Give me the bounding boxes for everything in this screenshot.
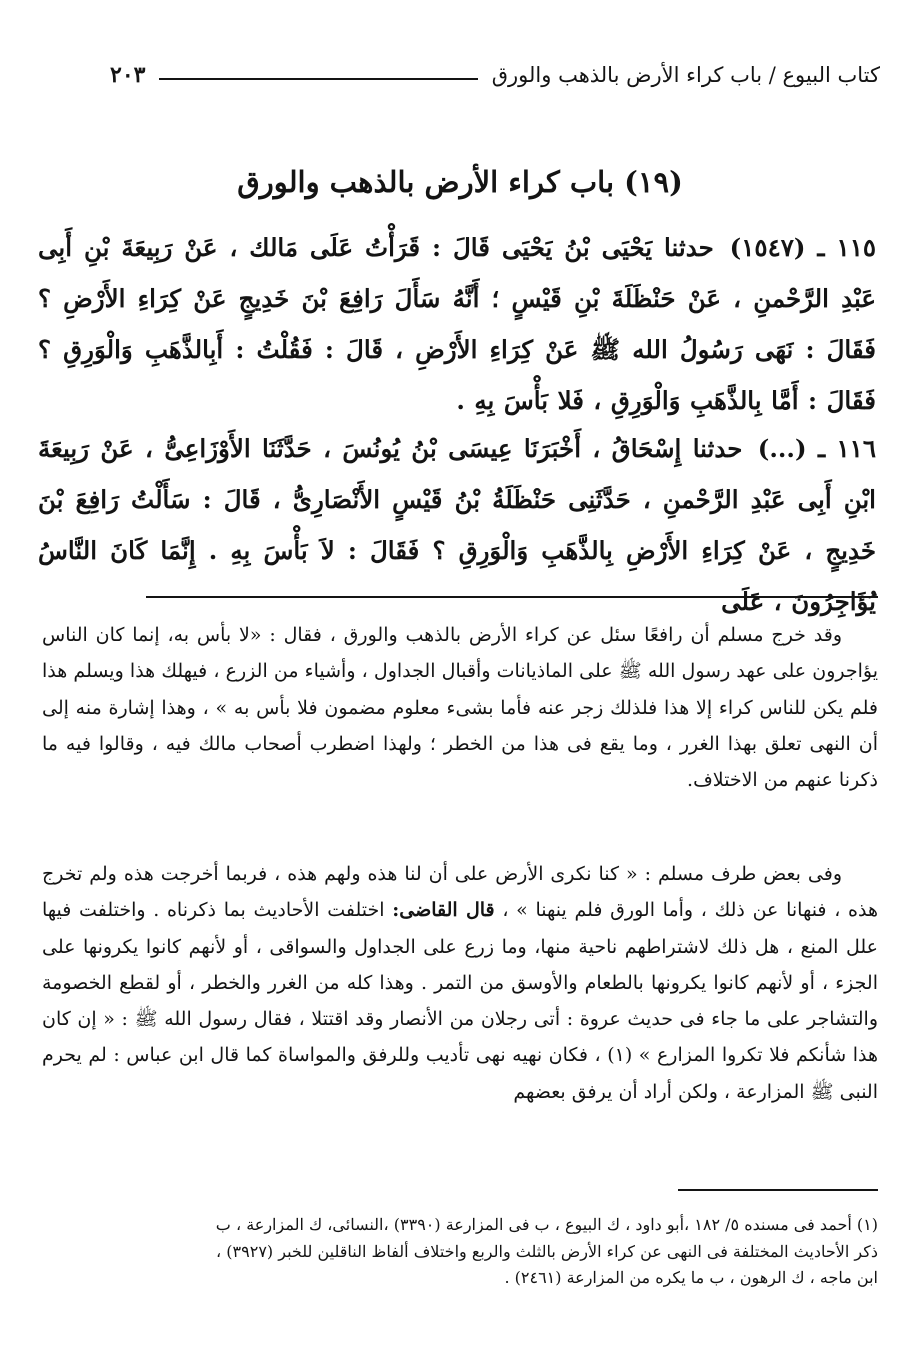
hadith-115 bbox=[38, 222, 876, 426]
hadith-text: حدثنا إِسْحَاقُ ، أَخْبَرَنَا عِيسَى بْنُ يُونُسَ ، حَدَّثَنَا الأَوْزَاعِىُّ ، عَنْ رَبِيعَةَ ابْنِ أَبِى عَبْدِ الرَّحْمنِ ، حَدَّثَنِى حَنْظَلَةُ بْنُ قَيْسٍ الأَنْصَارِىُّ ، قَالَ : سَأَلْتُ رَافِعَ بْنَ خَدِيجٍ ، عَنْ كِرَاءِ الأَرْضِ بِالذَّهَبِ وَالْوَرِقِ ؟ فَقَالَ : لاَ بَأْسَ بِهِ . إِنَّمَا كَانَ النَّاسُ يُؤَاجِرُونَ ، عَلَى bbox=[38, 434, 876, 616]
chapter-title: (١٩) باب كراء الأرض بالذهب والورق bbox=[237, 165, 683, 199]
header-rule bbox=[159, 78, 477, 80]
text-commentary-divider bbox=[146, 596, 878, 598]
running-header bbox=[110, 58, 880, 92]
footnote-line: ابن ماجه ، ك الرهون ، ب ما يكره من المزارعة (٢٤٦١) . bbox=[504, 1268, 878, 1287]
page-number: ٢٠٣ bbox=[110, 62, 146, 88]
commentary-paragraph bbox=[42, 856, 878, 1110]
qadi-label: قال القاضى: bbox=[392, 899, 495, 922]
footnote-divider bbox=[678, 1189, 878, 1191]
commentary-text: وفى بعض طرف مسلم : « كنا نكرى الأرض على أن لنا هذه ولهم هذه ، فربما أخرجت هذه ولم تخرج هذه ، فنهانا عن ذلك ، وأما الورق فلم ينهنا » ، bbox=[42, 863, 878, 922]
hadith-number: ١١٥ ـ (١٥٤٧) bbox=[729, 233, 877, 262]
footnote bbox=[44, 1212, 878, 1292]
running-title: كتاب البيوع / باب كراء الأرض بالذهب والورق bbox=[491, 63, 880, 87]
hadith-text: حدثنا يَحْيَى بْنُ يَحْيَى قَالَ : قَرَأْتُ عَلَى مَالك ، عَنْ رَبِيعَةَ بْنِ أَبِى عَبْدِ الرَّحْمنِ ، عَنْ حَنْظَلَةَ بْنِ قَيْسٍ ؛ أَنَّهُ سَأَلَ رَافِعَ بْنَ خَدِيجٍ عَنْ كِرَاءِ الأَرْضِ ؟ فَقَالَ : نَهَى رَسُولُ الله ﷺ عَنْ كِرَاءِ الأَرْضِ ، قَالَ : فَقُلْتُ : أَبِالذَّهَبِ وَالْوَرِقِ ؟ فَقَالَ : أَمَّا بِالذَّهَبِ وَالْوَرِقِ ، فَلا بَأْسَ بِهِ . bbox=[38, 233, 876, 415]
commentary-text: اختلفت الأحاديث بما ذكرناه . واختلفت فيها علل المنع ، هل ذلك لاشتراطهم ناحية منها، وما زرع على الجداول والسواقى ، أو لأنهم كانوا يكرونها على الجزء ، أو لأنهم كانوا يكرونها بالطعام والأوسق من التمر . وهذا كله من الغرر والخطر ، أو لقطع الخصومة والتشاجر على ما جاء فى حديث عروة : أتى رجلان من الأنصار وقد اقتتلا ، فقال رسول الله ﷺ : « إن كان هذا شأنكم فلا تكروا المزارع » (١) ، فكان نهيه نهى تأديب وللرفق والمواساة كما قال ابن عباس : لم يحرم النبى ﷺ المزارعة ، ولكن أراد أن يرفق بعضهم bbox=[42, 899, 878, 1103]
footnote-line: ذكر الأحاديث المختلفة فى النهى عن كراء الأرض بالثلث والربع واختلاف ألفاظ الناقلين للخبر (٣٩٢٧) ، bbox=[216, 1241, 878, 1261]
footnote-line: (١) أحمد فى مسنده ٥/ ١٨٢ ،أبو داود ، ك البيوع ، ب فى المزارعة (٣٣٩٠) ،النسائى، ك المزارعة ، ب bbox=[215, 1215, 878, 1234]
commentary-paragraph: وقد خرج مسلم أن رافعًا سئل عن كراء الأرض بالذهب والورق ، فقال : «لا بأس به، إنما كان الناس يؤاجرون على عهد رسول الله ﷺ على الماذيانات وأقبال الجداول ، وأشياء من الزرع ، فيهلك هذا ويسلم هذا فلم يكن للناس كراء إلا هذا فلذلك زجر عنه فأما بشىء معلوم مضمون فلا بأس به » ، وهذا إشارة منه إلى أن النهى تعلق بهذا الغرر ، وما يقع فى هذا من الخطر ؛ ولهذا اضطرب أصحاب مالك فيه ، وقالوا فيه ما ذكرنا عنهم من الاختلاف. bbox=[42, 624, 878, 792]
hadith-number: ١١٦ ـ (...) bbox=[757, 434, 876, 463]
